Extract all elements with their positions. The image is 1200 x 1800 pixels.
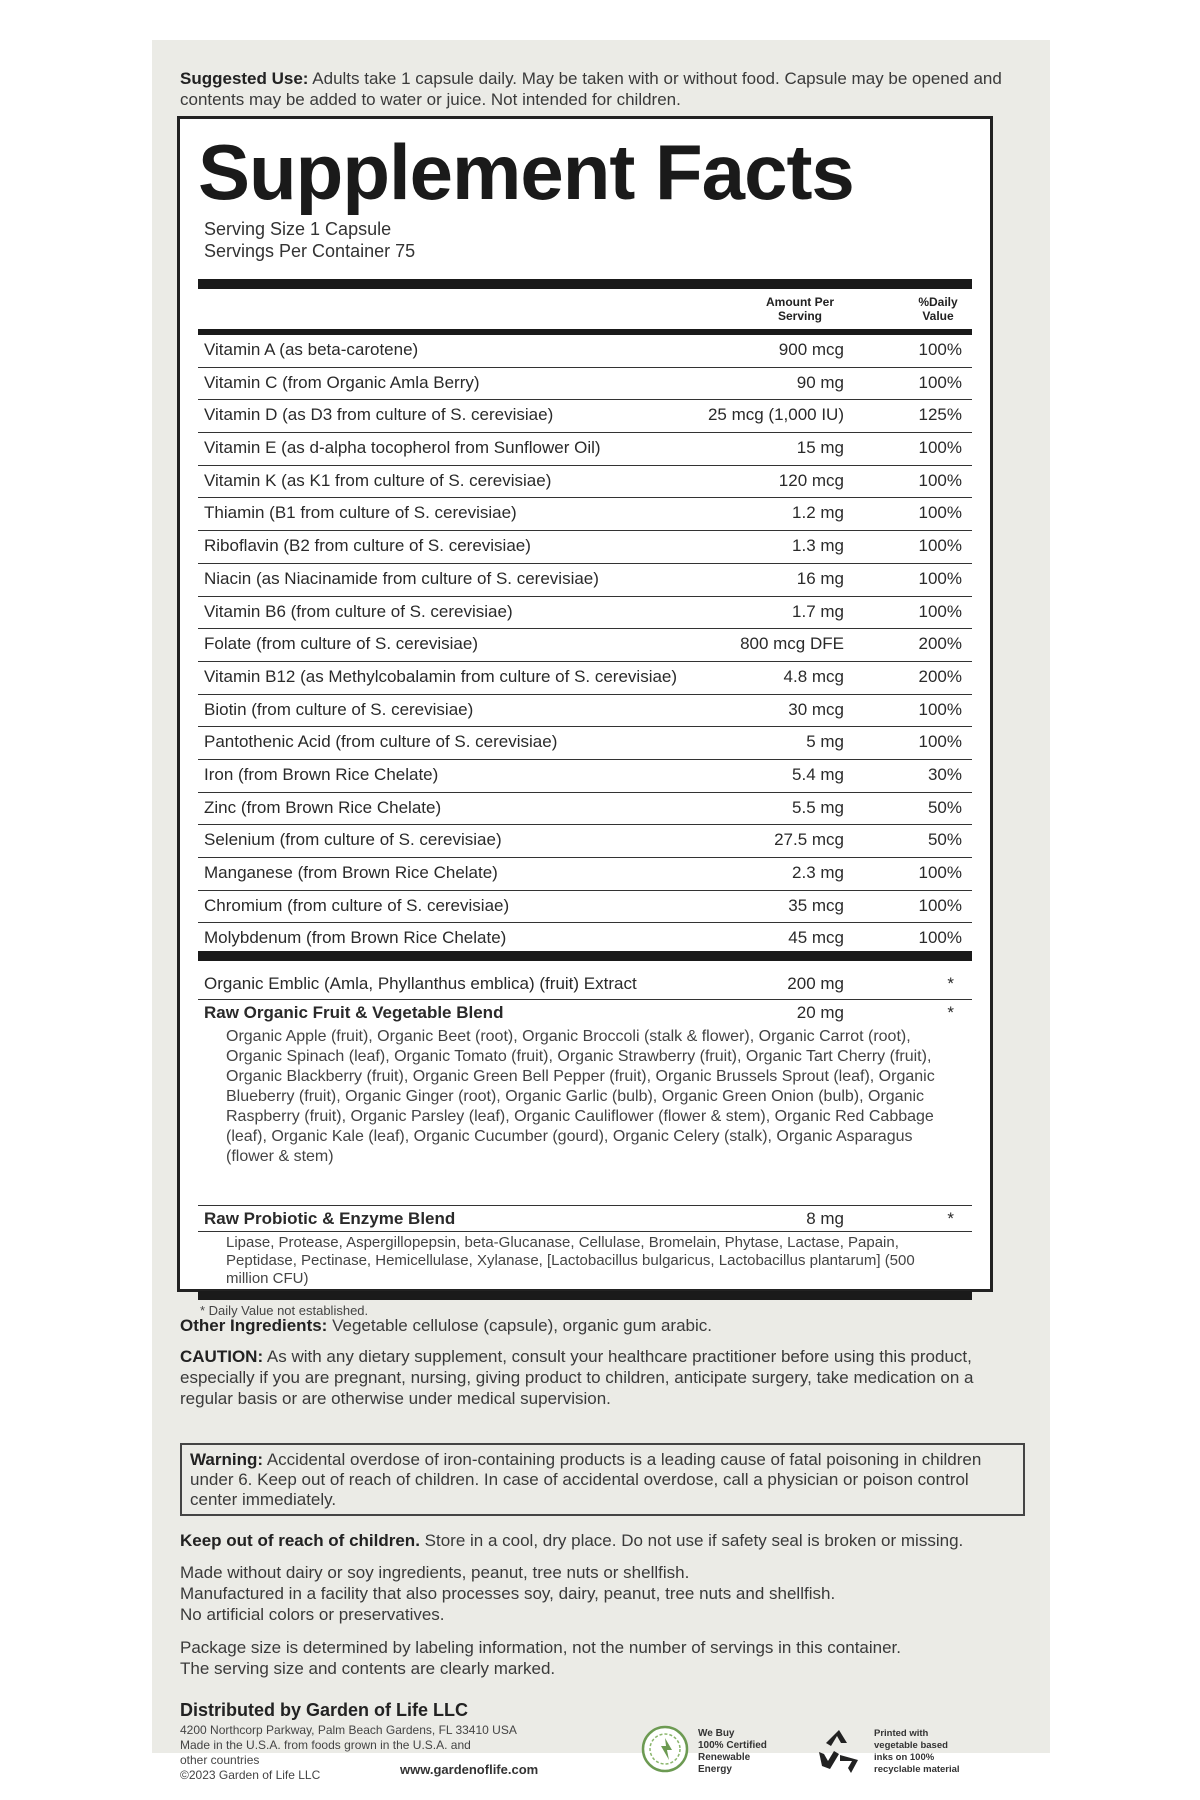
nutrient-dv: 125% <box>918 405 962 425</box>
warning-box <box>180 1443 1025 1516</box>
badge-line: Printed with <box>874 1728 929 1739</box>
nutrient-row <box>198 629 972 662</box>
nutrient-name: Folate (from culture of S. cerevisiae) <box>204 634 478 654</box>
nutrient-name: Biotin (from culture of S. cerevisiae) <box>204 699 474 719</box>
badge-line: recyclable material <box>874 1764 960 1775</box>
nutrient-name: Thiamin (B1 from culture of S. cerevisiae) <box>204 503 517 523</box>
nutrient-dv: 100% <box>918 438 962 458</box>
servings-per-container: Servings Per Container 75 <box>204 241 416 261</box>
copyright: ©2023 Garden of Life LLC <box>180 1768 321 1782</box>
blend-name: Organic Emblic (Amla, Phyllanthus emblica) (fruit) Extract <box>204 974 637 993</box>
nutrient-dv: 100% <box>918 732 962 752</box>
nutrient-amount: 5.5 mg <box>792 797 844 817</box>
address-line: Made in the U.S.A. from foods grown in the U.S.A. and <box>180 1738 471 1752</box>
nutrient-dv: 30% <box>927 764 962 784</box>
badge-line: inks on 100% <box>874 1752 935 1763</box>
nutrient-name: Vitamin E (as d-alpha tocopherol from Sunflower Oil) <box>204 438 601 458</box>
nutrient-amount: 5 mg <box>806 732 844 752</box>
nutrient-name: Niacin (as Niacinamide from culture of S. cerevisiae) <box>204 568 599 588</box>
nutrient-row <box>198 564 972 597</box>
allergen-line: Manufactured in a facility that also processes soy, dairy, peanut, tree nuts and shellfish. <box>180 1584 836 1603</box>
nutrient-row <box>198 466 972 499</box>
keep-out-of-reach <box>180 1530 1025 1551</box>
allergen-line: No artificial colors or preservatives. <box>180 1605 445 1624</box>
thick-divider <box>198 951 972 961</box>
warning-text: Accidental overdose of iron-containing products is a leading cause of fatal poisoning in children under 6. Keep out of reach of children. In case of accidental overdose, call a physician or poison control center immediately. <box>190 1450 982 1509</box>
blend-name: Raw Organic Fruit & Vegetable Blend <box>204 1003 504 1022</box>
nutrient-amount: 15 mg <box>796 438 844 458</box>
nutrient-row <box>198 498 972 531</box>
nutrient-amount: 27.5 mcg <box>774 830 844 850</box>
badge-line: Renewable <box>698 1752 751 1763</box>
nutrient-amount: 25 mcg (1,000 IU) <box>707 405 844 425</box>
nutrient-name: Iron (from Brown Rice Chelate) <box>204 764 439 784</box>
nutrient-row <box>198 825 972 858</box>
nutrient-name: Vitamin B12 (as Methylcobalamin from culture of S. cerevisiae) <box>204 666 678 686</box>
col-amount-header: Amount Per Serving <box>765 295 834 323</box>
nutrient-amount: 900 mcg <box>778 340 844 359</box>
nutrient-dv: 200% <box>918 634 962 654</box>
nutrient-name: Manganese (from Brown Rice Chelate) <box>204 863 498 882</box>
package-line: The serving size and contents are clearly marked. <box>180 1659 556 1678</box>
row-divider <box>198 1205 972 1206</box>
blend-amount: 200 mg <box>787 974 844 993</box>
nutrient-row <box>198 760 972 793</box>
nutrient-row <box>198 891 972 924</box>
nutrient-row <box>198 433 972 466</box>
nutrient-row <box>198 400 972 433</box>
nutrient-row <box>198 597 972 630</box>
nutrient-row <box>198 335 972 368</box>
badge-line: Energy <box>698 1764 732 1775</box>
package-info <box>180 1637 1025 1679</box>
nutrient-name: Vitamin D (as D3 from culture of S. cerevisiae) <box>204 405 554 425</box>
nutrient-name: Vitamin C (from Organic Amla Berry) <box>204 372 480 392</box>
nutrient-amount: 35 mcg <box>788 895 844 915</box>
nutrient-row <box>198 727 972 760</box>
nutrient-amount: 800 mcg DFE <box>740 634 844 654</box>
blend-dv: * <box>947 1209 954 1228</box>
nutrient-dv: 100% <box>918 895 962 915</box>
nutrient-amount: 5.4 mg <box>792 764 844 784</box>
nutrient-amount: 4.8 mcg <box>783 666 844 686</box>
nutrient-dv: 100% <box>918 699 962 719</box>
nutrient-amount: 16 mg <box>796 568 844 588</box>
allergen-line: Made without dairy or soy ingredients, peanut, tree nuts or shellfish. <box>180 1563 690 1582</box>
serving-size: Serving Size 1 Capsule <box>204 219 392 239</box>
col-dv-header: %Daily Value <box>918 295 958 323</box>
row-divider <box>198 1231 972 1232</box>
nutrient-amount: 45 mcg <box>788 928 844 948</box>
nutrient-name: Selenium (from culture of S. cerevisiae) <box>204 830 502 850</box>
nutrient-amount: 120 mcg <box>778 470 844 490</box>
nutrient-dv: 50% <box>927 797 962 817</box>
package-line: Package size is determined by labeling information, not the number of servings in this container. <box>180 1638 902 1657</box>
warning-label: Warning: <box>190 1450 264 1469</box>
distributor: Distributed by Garden of Life LLC <box>180 1700 469 1720</box>
keep-out-text: Store in a cool, dry place. Do not use if safety seal is broken or missing. <box>424 1531 964 1550</box>
other-ingredients-text: Vegetable cellulose (capsule), organic gum arabic. <box>332 1316 712 1335</box>
nutrient-name: Vitamin A (as beta-carotene) <box>204 340 419 359</box>
fruit-veg-blend-ingredients: Organic Apple (fruit), Organic Beet (root), Organic Broccoli (stalk & flower), Organic Carrot (root), Organic Spinach (leaf), Organic Tomato (fruit), Organic Strawberry (fruit), Organic Tart Cherry (fruit), Organic Blackberry (fruit), Organic Green Bell Pepper (fruit), Organic Brussels Sprout (leaf), Organic Blueberry (fruit), Organic Ginger (root), Organic Garlic (bulb), Organic Green Onion (bulb), Organic Raspberry (fruit), Organic Parsley (leaf), Organic Cauliflower (flower & stem), Organic Red Cabbage (leaf), Organic Kale (leaf), Organic Cucumber (gourd), Organic Celery (stalk), Organic Asparagus (flower & stem) <box>226 1028 935 1165</box>
nutrient-dv: 100% <box>918 470 962 490</box>
nutrient-amount: 1.7 mg <box>792 601 844 621</box>
nutrient-dv: 100% <box>918 601 962 621</box>
website-link[interactable]: www.gardenoflife.com <box>400 1762 539 1777</box>
nutrient-name: Zinc (from Brown Rice Chelate) <box>204 797 442 817</box>
nutrient-name: Pantothenic Acid (from culture of S. cerevisiae) <box>204 732 558 752</box>
nutrient-dv: 100% <box>918 863 962 882</box>
recyclable-badge <box>874 1728 960 1776</box>
address-line: 4200 Northcorp Parkway, Palm Beach Gardens, FL 33410 USA <box>180 1723 517 1737</box>
nutrient-dv: 100% <box>918 928 962 948</box>
badge-line: We Buy <box>698 1728 735 1739</box>
nutrient-amount: 90 mg <box>796 372 844 392</box>
caution-text: As with any dietary supplement, consult your healthcare practitioner before using this product, especially if you are pregnant, nursing, giving product to children, anticipate surgery, take medication on a regular basis or are otherwise under medical supervision. <box>180 1347 974 1408</box>
nutrient-table <box>198 335 972 955</box>
blend-dv: * <box>947 1003 954 1022</box>
nutrient-dv: 50% <box>927 830 962 850</box>
nutrient-row <box>198 531 972 564</box>
nutrient-amount: 1.3 mg <box>792 536 844 556</box>
allergen-info <box>180 1562 1025 1625</box>
nutrient-dv: 100% <box>918 372 962 392</box>
recycle-icon <box>814 1726 864 1776</box>
address-line: other countries <box>180 1753 260 1767</box>
blend-name: Raw Probiotic & Enzyme Blend <box>204 1209 456 1228</box>
badge-line: vegetable based <box>874 1740 948 1751</box>
nutrient-amount: 1.2 mg <box>792 503 844 523</box>
nutrient-name: Chromium (from culture of S. cerevisiae) <box>204 895 510 915</box>
nutrient-dv: 100% <box>918 340 962 359</box>
supplement-label <box>152 40 1050 1782</box>
nutrient-name: Molybdenum (from Brown Rice Chelate) <box>204 928 507 948</box>
nutrient-dv: 100% <box>918 536 962 556</box>
nutrient-row <box>198 662 972 695</box>
blend-amount: 8 mg <box>806 1209 844 1228</box>
nutrient-row <box>198 695 972 728</box>
suggested-use <box>180 68 1025 110</box>
nutrient-amount: 30 mcg <box>788 699 844 719</box>
keep-out-label: Keep out of reach of children. <box>180 1531 420 1550</box>
renewable-energy-badge <box>698 1728 767 1776</box>
renewable-energy-icon <box>640 1724 690 1774</box>
suggested-use-label: Suggested Use: <box>180 69 309 88</box>
nutrient-dv: 100% <box>918 568 962 588</box>
suggested-use-text: Adults take 1 capsule daily. May be taken with or without food. Capsule may be opened and contents may be added to water or juice. Not intended for children. <box>180 69 1002 109</box>
other-ingredients-label: Other Ingredients: <box>180 1316 328 1335</box>
footnote: * Daily Value not established. <box>200 1303 369 1318</box>
nutrient-row <box>198 368 972 401</box>
panel-title: Supplement Facts <box>198 128 854 216</box>
probiotic-blend-ingredients: Lipase, Protease, Aspergillopepsin, beta-Glucanase, Cellulase, Bromelain, Phytase, Lactase, Papain, Peptidase, Pectinase, Hemicellulase, Xylanase, [Lactobacillus bulgaricus, Lactobacillus plantarum] (500 million CFU) <box>226 1234 915 1287</box>
nutrient-row <box>198 858 972 891</box>
nutrient-dv: 200% <box>918 666 962 686</box>
thick-divider <box>198 279 972 289</box>
supplement-facts-panel <box>177 116 993 1318</box>
nutrient-row <box>198 793 972 826</box>
nutrient-name: Vitamin K (as K1 from culture of S. cerevisiae) <box>204 470 552 490</box>
blend-amount: 20 mg <box>796 1003 844 1022</box>
nutrient-amount: 2.3 mg <box>792 863 844 882</box>
row-divider <box>198 999 972 1000</box>
thick-divider <box>198 1291 972 1300</box>
nutrient-name: Vitamin B6 (from culture of S. cerevisiae) <box>204 601 513 621</box>
blend-dv: * <box>947 974 954 993</box>
badge-line: 100% Certified <box>698 1740 767 1751</box>
other-ingredients <box>180 1315 1025 1336</box>
nutrient-dv: 100% <box>918 503 962 523</box>
caution-label: CAUTION: <box>180 1347 264 1366</box>
nutrient-name: Riboflavin (B2 from culture of S. cerevisiae) <box>204 536 531 556</box>
caution <box>180 1346 1025 1409</box>
